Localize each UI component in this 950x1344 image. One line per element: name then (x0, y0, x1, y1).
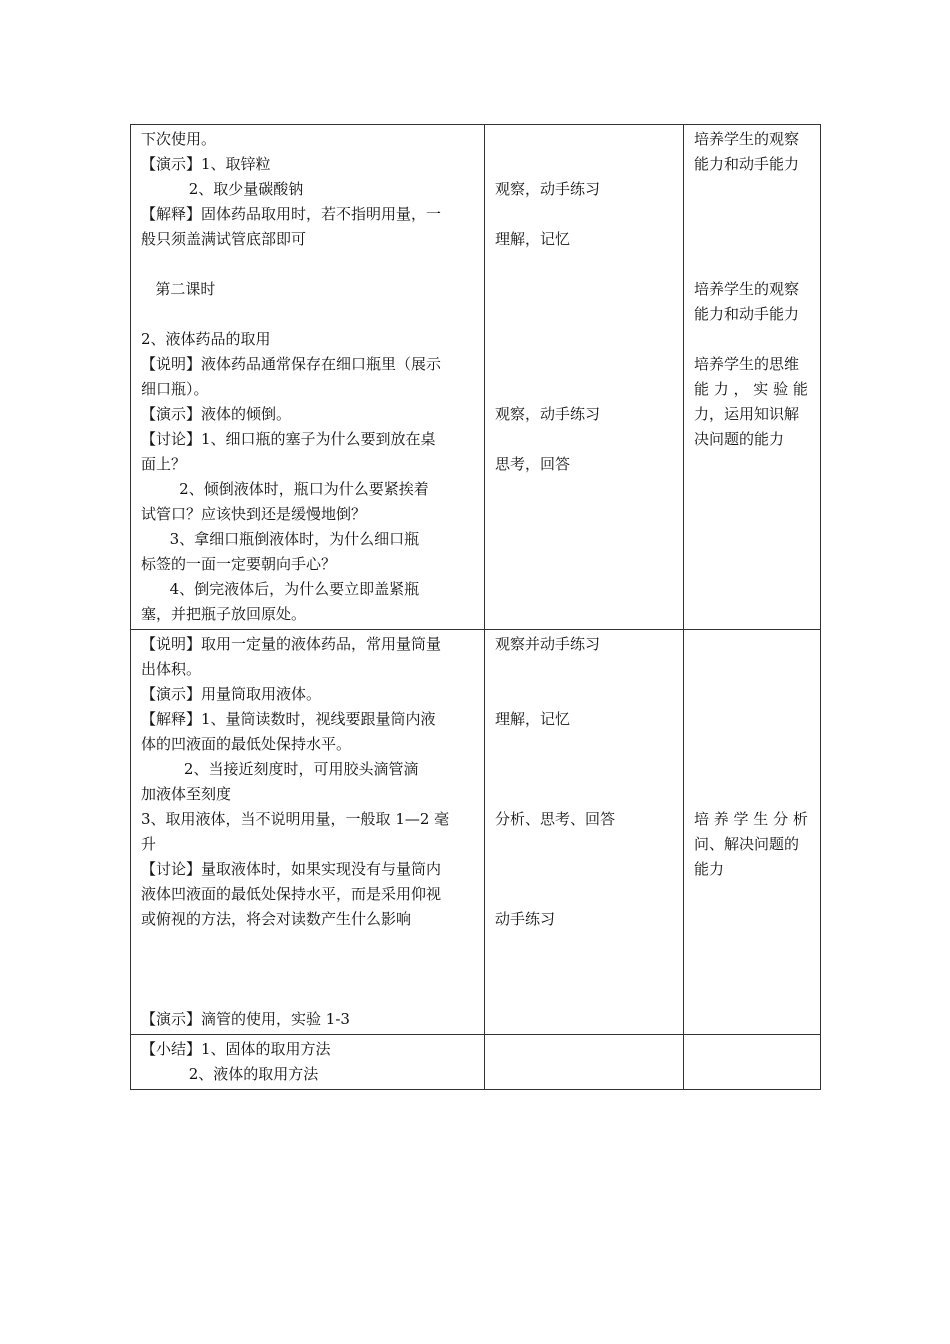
text-line: 2、当接近刻度时，可用胶头滴管滴 (141, 760, 419, 778)
text-line: 3、拿细口瓶倒液体时，为什么细口瓶 (141, 530, 420, 548)
text-line: 【说明】液体药品通常保存在细口瓶里（展示 (141, 355, 442, 373)
blank-line (495, 277, 677, 302)
text-line: 升 (141, 835, 157, 853)
teaching-content-cell (131, 630, 485, 1035)
text-line: 【解释】固体药品取用时，若不指明用量，一 (141, 205, 442, 223)
text-line: 【讨论】1、细口瓶的塞子为什么要到放在桌 (141, 430, 436, 448)
text-line: 【演示】1、取锌粒 (141, 155, 271, 173)
blank-line (495, 377, 677, 402)
text-line: 分析、思考、回答 (495, 810, 616, 828)
design-intent-cell (684, 1035, 821, 1090)
text-line: 【讨论】量取液体时，如果实现没有与量筒内 (141, 860, 442, 878)
blank-line (694, 632, 814, 657)
blank-line (495, 657, 677, 682)
text-line: 第二课时 (141, 280, 216, 298)
design-intent-cell (684, 125, 821, 630)
text-line: 标签的一面一定要朝向手心？ (141, 555, 337, 573)
text-line: 【小结】1、固体的取用方法 (141, 1040, 331, 1058)
blank-line (495, 327, 677, 352)
blank-line (694, 177, 814, 202)
blank-line (694, 327, 814, 352)
text-line: 加液体至刻度 (141, 785, 232, 803)
blank-line (694, 682, 814, 707)
text-line: 【说明】取用一定量的液体药品，常用量筒量 (141, 635, 442, 653)
blank-line (495, 732, 677, 757)
text-line: 决问题的能力 (694, 430, 785, 448)
blank-line (495, 782, 677, 807)
text-line: 力，运用知识解 (694, 405, 800, 423)
text-line: 观察，动手练习 (495, 405, 601, 423)
text-line: 培养学生的思维 (694, 355, 800, 373)
text-line: 问、解决问题的 (694, 835, 800, 853)
text-line: 或俯视的方法，将会对读数产生什么影响 (141, 910, 412, 928)
teaching-content-cell (131, 1035, 485, 1090)
table-row (131, 630, 821, 1035)
blank-line (495, 302, 677, 327)
text-line: 【演示】液体的倾倒。 (141, 405, 292, 423)
text-line: 培养学生的观察 (694, 280, 800, 298)
blank-line (694, 732, 814, 757)
text-line: 细口瓶）。 (141, 380, 209, 398)
text-line: 试管口？应该快到还是缓慢地倒？ (141, 505, 367, 523)
blank-line (694, 657, 814, 682)
text-line: 般只须盖满试管底部即可 (141, 230, 307, 248)
text-line: 出体积。 (141, 660, 202, 678)
text-line: 培 养 学 生 分 析 (694, 810, 808, 828)
student-activity-cell (485, 125, 684, 630)
text-line: 塞，并把瓶子放回原处。 (141, 605, 307, 623)
blank-line (495, 832, 677, 857)
blank-line (694, 757, 814, 782)
blank-line (495, 757, 677, 782)
text-line: 理解，记忆 (495, 710, 571, 728)
text-line: 思考，回答 (495, 455, 571, 473)
text-line: 【演示】用量筒取用液体。 (141, 685, 322, 703)
text-line: 培养学生的观察 (694, 130, 800, 148)
blank-line (694, 707, 814, 732)
blank-line (495, 127, 677, 152)
text-line: 液体凹液面的最低处保持水平，而是采用仰视 (141, 885, 442, 903)
text-line: 【解释】1、量筒读数时，视线要跟量筒内液 (141, 710, 436, 728)
text-line: 2、取少量碳酸钠 (141, 180, 304, 198)
text-line: 2、液体的取用方法 (141, 1065, 319, 1083)
text-line: 动手练习 (495, 910, 556, 928)
blank-line (495, 427, 677, 452)
blank-line (141, 302, 478, 327)
blank-line (141, 957, 478, 982)
blank-line (495, 152, 677, 177)
text-line: 能力 (694, 860, 725, 878)
teaching-content-cell (131, 125, 485, 630)
blank-line (495, 682, 677, 707)
blank-line (495, 202, 677, 227)
blank-line (495, 857, 677, 882)
blank-line (694, 202, 814, 227)
lesson-plan-table (130, 124, 821, 1090)
student-activity-cell (485, 1035, 684, 1090)
blank-line (694, 782, 814, 807)
text-line: 体的凹液面的最低处保持水平。 (141, 735, 352, 753)
design-intent-cell (684, 630, 821, 1035)
table-row (131, 125, 821, 630)
text-line: 理解，记忆 (495, 230, 571, 248)
text-line: 观察，动手练习 (495, 180, 601, 198)
text-line: 下次使用。 (141, 130, 217, 148)
blank-line (141, 932, 478, 957)
text-line: 4、倒完液体后，为什么要立即盖紧瓶 (141, 580, 420, 598)
table-row (131, 1035, 821, 1090)
blank-line (495, 252, 677, 277)
text-line: 能 力 ， 实 验 能 (694, 380, 808, 398)
blank-line (141, 252, 478, 277)
student-activity-cell (485, 630, 684, 1035)
text-line: 能力和动手能力 (694, 305, 800, 323)
blank-line (141, 982, 478, 1007)
text-line: 观察并动手练习 (495, 635, 601, 653)
text-line: 3、取用液体，当不说明用量，一般取 1—2 毫 (141, 810, 450, 828)
blank-line (495, 882, 677, 907)
text-line: 2、液体药品的取用 (141, 330, 271, 348)
blank-line (694, 227, 814, 252)
text-line: 【演示】滴管的使用，实验 1-3 (141, 1010, 350, 1028)
text-line: 2、倾倒液体时，瓶口为什么要紧挨着 (141, 480, 429, 498)
text-line: 面上？ (141, 455, 187, 473)
text-line: 能力和动手能力 (694, 155, 800, 173)
blank-line (495, 352, 677, 377)
blank-line (694, 252, 814, 277)
